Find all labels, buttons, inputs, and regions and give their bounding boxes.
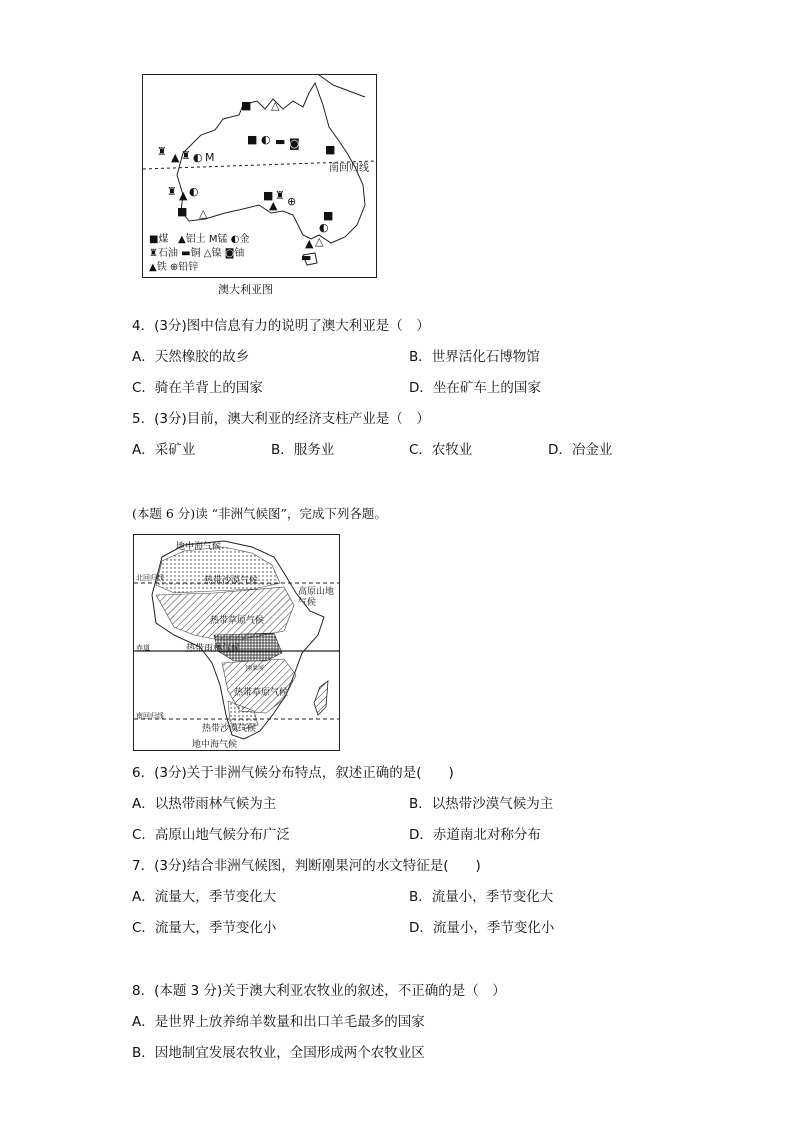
coal-symbol: ■: [247, 133, 258, 146]
label-tropic-south: 南回归线: [136, 712, 164, 720]
question-7-option-a[interactable]: A．流量大，季节变化大: [132, 889, 277, 905]
question-6-option-b[interactable]: B．以热带沙漠气候为主: [409, 796, 554, 812]
question-4-option-a[interactable]: A．天然橡胶的故乡: [132, 349, 250, 365]
question-8-option-b[interactable]: B．因地制宜发展农牧业，全国形成两个农牧业区: [132, 1045, 425, 1061]
question-4-option-d[interactable]: D．坐在矿车上的国家: [409, 380, 541, 396]
tropic-label: 南回归线: [329, 163, 369, 174]
question-6-option-a[interactable]: A．以热带雨林气候为主: [132, 796, 277, 812]
question-7-option-c[interactable]: C．流量大，季节变化小: [132, 920, 277, 936]
gold-symbol: ◐: [319, 221, 329, 234]
new-guinea-coast: [319, 75, 365, 97]
manganese-symbol: M: [205, 151, 215, 164]
coal-symbol: ■: [241, 99, 252, 112]
label-desert-south: 热带沙漠气候: [202, 724, 257, 734]
question-8-option-a[interactable]: A．是世界上放养绵羊数量和出口羊毛最多的国家: [132, 1014, 425, 1030]
question-8-stem: 8．(本题 3 分)关于澳大利亚农牧业的叙述，不正确的是（ ）: [132, 983, 506, 999]
legend-uranium: ◙铀: [224, 248, 245, 259]
coal-symbol: ■: [177, 205, 188, 218]
question-6-stem: 6．(3分)关于非洲气候分布特点，叙述正确的是( ): [132, 765, 454, 781]
label-savanna-north: 热带草原气候: [210, 616, 265, 626]
label-desert-north: 热带沙漠气候: [204, 576, 259, 586]
legend-lead-zinc: ⊕铅锌: [169, 262, 199, 273]
legend-nickel: △镍: [203, 248, 222, 259]
label-congo-river: 刚果河: [246, 665, 265, 672]
coal-symbol: ■: [323, 209, 334, 222]
uranium-symbol: ◙: [289, 137, 300, 150]
lead-zinc-symbol: ⊕: [287, 195, 297, 208]
map-legend: [149, 233, 299, 275]
question-4-option-b[interactable]: B．世界活化石博物馆: [409, 349, 540, 365]
legend-copper: ▬铜: [181, 248, 201, 259]
legend-gold: ◐金: [230, 234, 250, 245]
legend-bauxite: ▲铝土: [178, 234, 206, 245]
legend-iron: ▲铁: [149, 262, 167, 273]
nickel-symbol: △: [271, 99, 280, 112]
question-5-option-d[interactable]: D．冶金业: [548, 442, 613, 458]
label-tropic-north: 北回归线: [136, 574, 164, 582]
bauxite-symbol: △: [199, 207, 208, 220]
australia-map-caption: 澳大利亚图: [218, 283, 273, 296]
iron-symbol: ▲: [171, 151, 180, 164]
section-intro: (本题 6 分)读 “非洲气候图”，完成下列各题。: [132, 506, 387, 521]
iron-symbol: ▲: [305, 237, 314, 250]
iron-symbol: ▲: [269, 199, 278, 212]
gold-symbol: ◐: [261, 133, 271, 146]
question-5-option-c[interactable]: C．农牧业: [409, 442, 473, 458]
label-rainforest: 热带雨林气候: [186, 644, 241, 654]
question-5-option-b[interactable]: B．服务业: [271, 442, 335, 458]
madagascar: [314, 681, 328, 715]
question-4-option-c[interactable]: C．骑在羊背上的国家: [132, 380, 263, 396]
legend-oil: ♜石油: [149, 248, 178, 259]
question-4-stem: 4．(3分)图中信息有力的说明了澳大利亚是（ ）: [132, 318, 430, 334]
gold-symbol: ◐: [193, 151, 203, 164]
question-7-option-b[interactable]: B．流量小，季节变化大: [409, 889, 554, 905]
oil-symbol: ♜: [275, 189, 285, 202]
question-5-stem: 5．(3分)目前，澳大利亚的经济支柱产业是（ ）: [132, 411, 430, 427]
iron-symbol: ▲: [179, 189, 188, 202]
oil-symbol: ♜: [157, 145, 167, 158]
question-6-option-d[interactable]: D．赤道南北对称分布: [409, 827, 541, 843]
copper-symbol: ▬: [301, 251, 312, 264]
australia-map: [142, 74, 377, 278]
coal-symbol: ■: [325, 143, 336, 156]
question-6-option-c[interactable]: C．高原山地气候分布广泛: [132, 827, 290, 843]
question-5-option-a[interactable]: A．采矿业: [132, 442, 196, 458]
bauxite-symbol: △: [315, 235, 324, 248]
coal-symbol: ■: [263, 189, 274, 202]
oil-symbol: ♜: [167, 185, 177, 198]
copper-symbol: ▬: [275, 135, 286, 148]
legend-coal: ■煤: [149, 234, 169, 245]
legend-manganese: M锰: [208, 234, 228, 245]
question-7-option-d[interactable]: D．流量小，季节变化小: [409, 920, 555, 936]
question-7-stem: 7．(3分)结合非洲气候图，判断刚果河的水文特征是( ): [132, 858, 481, 874]
label-highland: 高原山地气候: [298, 587, 335, 608]
label-mediterranean-south: 地中海气候: [192, 740, 238, 750]
label-mediterranean-north: 地中海气候: [176, 542, 222, 552]
label-equator: 赤道: [136, 644, 150, 652]
gold-symbol: ◐: [189, 185, 199, 198]
label-savanna-south: 热带草原气候: [234, 688, 289, 698]
oil-symbol: ♜: [181, 149, 191, 162]
africa-climate-map: [133, 534, 340, 751]
